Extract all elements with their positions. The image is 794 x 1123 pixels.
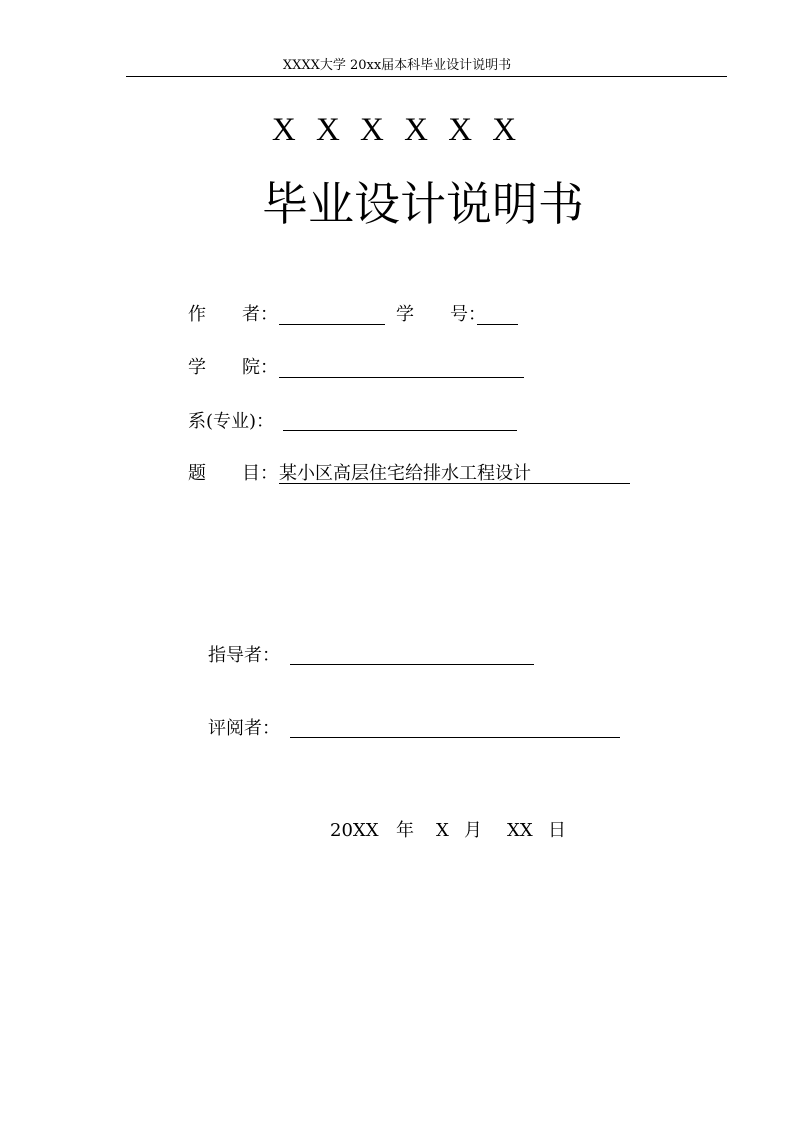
topic-label: 题 目： — [188, 463, 278, 484]
advisor-field[interactable] — [290, 664, 534, 665]
date-year-unit: 年 — [396, 820, 414, 841]
header-divider — [126, 76, 727, 77]
advisor-label: 指导者： — [208, 645, 280, 666]
date-year: 20XX — [330, 820, 379, 841]
page-header: XXXX大学 20xx届本科毕业设计说明书 — [282, 58, 512, 73]
date-day: XX — [507, 820, 533, 841]
reviewer-field[interactable] — [290, 737, 620, 738]
student-id-label: 学 号： — [396, 304, 486, 325]
date-month-unit: 月 — [464, 820, 482, 841]
topic-field[interactable] — [279, 483, 630, 484]
college-label: 学 院： — [188, 357, 278, 378]
department-field[interactable] — [283, 430, 517, 431]
author-field[interactable] — [279, 324, 385, 325]
department-label: 系(专业)： — [188, 411, 275, 432]
reviewer-label: 评阅者： — [208, 718, 280, 739]
college-field[interactable] — [279, 377, 524, 378]
author-label: 作 者： — [188, 304, 278, 325]
student-id-field[interactable] — [477, 324, 518, 325]
date-month: X — [436, 820, 449, 841]
date-day-unit: 日 — [548, 820, 566, 841]
university-name: X X X X X X — [271, 112, 523, 148]
document-title: 毕业设计说明书 — [262, 177, 584, 231]
topic-value: 某小区高层住宅给排水工程设计 — [279, 463, 531, 484]
